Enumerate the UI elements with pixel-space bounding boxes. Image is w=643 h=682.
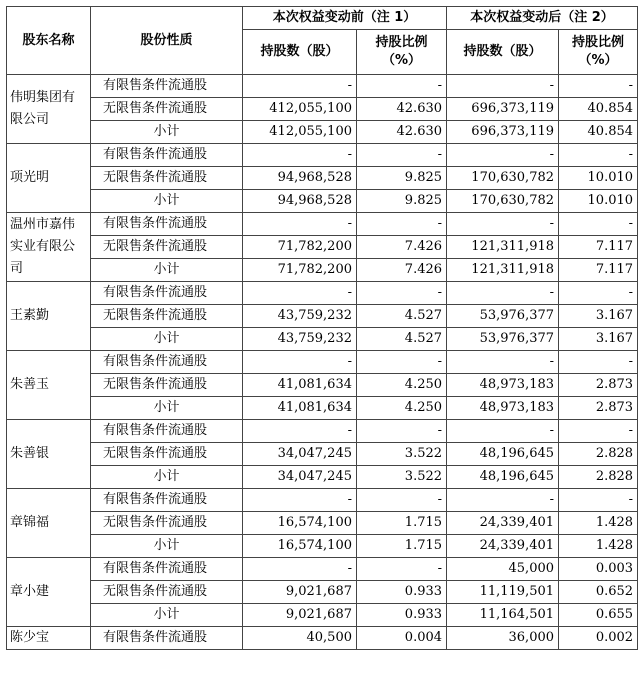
after-shares: - (447, 75, 559, 98)
share-nature: 有限售条件流通股 (91, 144, 243, 167)
table-row (7, 604, 638, 627)
table-row (7, 328, 638, 351)
shareholder-name: 章锦福 (7, 489, 91, 558)
before-ratio: 4.527 (357, 328, 447, 351)
before-ratio: 7.426 (357, 236, 447, 259)
after-ratio: 2.873 (559, 397, 638, 420)
table-row (7, 121, 638, 144)
before-ratio: 0.933 (357, 581, 447, 604)
shareholder-name: 朱善玉 (7, 351, 91, 420)
table-row (7, 443, 638, 466)
after-shares: 24,339,401 (447, 535, 559, 558)
before-ratio: - (357, 75, 447, 98)
table-body (7, 75, 638, 650)
table-row (7, 466, 638, 489)
after-shares: 11,164,501 (447, 604, 559, 627)
after-shares: 45,000 (447, 558, 559, 581)
before-ratio: 9.825 (357, 190, 447, 213)
after-shares: 24,339,401 (447, 512, 559, 535)
after-ratio: 40.854 (559, 121, 638, 144)
table-row (7, 75, 638, 98)
shareholder-name: 项光明 (7, 144, 91, 213)
header-nature: 股份性质 (91, 7, 243, 75)
header-after-shares: 持股数（股） (447, 30, 559, 75)
share-nature: 有限售条件流通股 (91, 420, 243, 443)
after-ratio: 2.828 (559, 466, 638, 489)
after-ratio: - (559, 489, 638, 512)
share-nature: 小计 (91, 190, 243, 213)
after-ratio: 1.428 (559, 512, 638, 535)
after-ratio: - (559, 213, 638, 236)
table-row (7, 351, 638, 374)
before-shares: - (243, 282, 357, 305)
table-row (7, 259, 638, 282)
shareholder-name: 陈少宝 (7, 627, 91, 650)
before-shares: 9,021,687 (243, 604, 357, 627)
after-shares: 121,311,918 (447, 259, 559, 282)
share-nature: 小计 (91, 121, 243, 144)
after-shares: 170,630,782 (447, 167, 559, 190)
table-row (7, 512, 638, 535)
share-nature: 有限售条件流通股 (91, 75, 243, 98)
before-shares: 34,047,245 (243, 443, 357, 466)
after-shares: 53,976,377 (447, 305, 559, 328)
table-row (7, 397, 638, 420)
before-ratio: 9.825 (357, 167, 447, 190)
after-shares: 170,630,782 (447, 190, 559, 213)
table-row (7, 535, 638, 558)
before-shares: 43,759,232 (243, 305, 357, 328)
share-nature: 小计 (91, 397, 243, 420)
after-shares: 11,119,501 (447, 581, 559, 604)
share-nature: 小计 (91, 259, 243, 282)
before-shares: 16,574,100 (243, 535, 357, 558)
before-shares: 43,759,232 (243, 328, 357, 351)
table-row (7, 190, 638, 213)
after-ratio: 10.010 (559, 167, 638, 190)
before-shares: - (243, 489, 357, 512)
after-ratio: 40.854 (559, 98, 638, 121)
table-row (7, 236, 638, 259)
before-ratio: - (357, 213, 447, 236)
before-shares: 94,968,528 (243, 190, 357, 213)
before-ratio: - (357, 144, 447, 167)
after-shares: - (447, 351, 559, 374)
share-nature: 有限售条件流通股 (91, 213, 243, 236)
after-ratio: - (559, 282, 638, 305)
share-nature: 小计 (91, 535, 243, 558)
after-shares: 48,196,645 (447, 443, 559, 466)
ratio-unit: （%） (578, 53, 618, 68)
share-nature: 小计 (91, 466, 243, 489)
share-nature: 小计 (91, 328, 243, 351)
after-ratio: 0.003 (559, 558, 638, 581)
shareholder-name: 伟明集团有限公司 (7, 75, 91, 144)
before-shares: 412,055,100 (243, 121, 357, 144)
after-ratio: 10.010 (559, 190, 638, 213)
ratio-label: 持股比例 (375, 35, 428, 50)
before-shares: 94,968,528 (243, 167, 357, 190)
after-ratio: 0.655 (559, 604, 638, 627)
before-shares: 71,782,200 (243, 259, 357, 282)
table-row (7, 167, 638, 190)
before-shares: - (243, 75, 357, 98)
before-shares: 412,055,100 (243, 98, 357, 121)
before-ratio: 42.630 (357, 121, 447, 144)
before-ratio: 42.630 (357, 98, 447, 121)
ratio-unit: （%） (381, 53, 422, 68)
after-shares: 696,373,119 (447, 121, 559, 144)
share-nature: 无限售条件流通股 (91, 374, 243, 397)
share-nature: 无限售条件流通股 (91, 581, 243, 604)
after-ratio: 2.828 (559, 443, 638, 466)
after-shares: - (447, 144, 559, 167)
after-ratio: 0.002 (559, 627, 638, 650)
share-nature: 无限售条件流通股 (91, 236, 243, 259)
share-nature: 无限售条件流通股 (91, 443, 243, 466)
ratio-label: 持股比例 (572, 35, 625, 50)
table-row (7, 305, 638, 328)
shareholding-table (6, 6, 638, 650)
table-row (7, 558, 638, 581)
table-row (7, 581, 638, 604)
table-row (7, 489, 638, 512)
before-shares: 16,574,100 (243, 512, 357, 535)
shareholder-name: 章小建 (7, 558, 91, 627)
after-ratio: - (559, 351, 638, 374)
after-shares: 696,373,119 (447, 98, 559, 121)
header-after: 本次权益变动后（注 2） (447, 7, 638, 30)
before-ratio: - (357, 351, 447, 374)
header-before: 本次权益变动前（注 1） (243, 7, 447, 30)
after-shares: - (447, 213, 559, 236)
share-nature: 有限售条件流通股 (91, 489, 243, 512)
before-shares: - (243, 558, 357, 581)
share-nature: 有限售条件流通股 (91, 351, 243, 374)
before-ratio: - (357, 558, 447, 581)
after-shares: 48,973,183 (447, 374, 559, 397)
shareholder-name: 朱善银 (7, 420, 91, 489)
after-ratio: - (559, 420, 638, 443)
before-ratio: 3.522 (357, 466, 447, 489)
after-shares: - (447, 489, 559, 512)
before-shares: 41,081,634 (243, 374, 357, 397)
share-nature: 无限售条件流通股 (91, 305, 243, 328)
before-ratio: 3.522 (357, 443, 447, 466)
after-shares: 36,000 (447, 627, 559, 650)
after-shares: 48,973,183 (447, 397, 559, 420)
table-row (7, 282, 638, 305)
before-ratio: 4.250 (357, 397, 447, 420)
after-ratio: 3.167 (559, 305, 638, 328)
before-shares: - (243, 144, 357, 167)
after-ratio: 7.117 (559, 236, 638, 259)
before-ratio: 4.527 (357, 305, 447, 328)
header-shareholder: 股东名称 (7, 7, 91, 75)
after-ratio: 2.873 (559, 374, 638, 397)
after-shares: - (447, 420, 559, 443)
header-after-ratio (559, 30, 638, 75)
after-ratio: - (559, 144, 638, 167)
share-nature: 无限售条件流通股 (91, 98, 243, 121)
before-ratio: - (357, 420, 447, 443)
header-before-ratio (357, 30, 447, 75)
before-shares: 34,047,245 (243, 466, 357, 489)
share-nature: 有限售条件流通股 (91, 558, 243, 581)
before-ratio: 0.933 (357, 604, 447, 627)
table-row (7, 98, 638, 121)
before-shares: - (243, 213, 357, 236)
after-shares: 48,196,645 (447, 466, 559, 489)
header-before-shares: 持股数（股） (243, 30, 357, 75)
before-ratio: - (357, 282, 447, 305)
table-row (7, 374, 638, 397)
before-shares: 71,782,200 (243, 236, 357, 259)
table-row (7, 420, 638, 443)
share-nature: 小计 (91, 604, 243, 627)
share-nature: 无限售条件流通股 (91, 167, 243, 190)
before-ratio: 0.004 (357, 627, 447, 650)
after-ratio: 3.167 (559, 328, 638, 351)
before-shares: - (243, 420, 357, 443)
after-shares: 53,976,377 (447, 328, 559, 351)
after-ratio: 7.117 (559, 259, 638, 282)
before-ratio: 7.426 (357, 259, 447, 282)
after-ratio: 1.428 (559, 535, 638, 558)
table-row (7, 627, 638, 650)
before-ratio: 1.715 (357, 512, 447, 535)
share-nature: 有限售条件流通股 (91, 627, 243, 650)
table-row (7, 213, 638, 236)
table-row (7, 144, 638, 167)
before-ratio: - (357, 489, 447, 512)
before-shares: 9,021,687 (243, 581, 357, 604)
shareholder-name: 温州市嘉伟实业有限公司 (7, 213, 91, 282)
share-nature: 无限售条件流通股 (91, 512, 243, 535)
after-ratio: 0.652 (559, 581, 638, 604)
before-shares: 40,500 (243, 627, 357, 650)
before-ratio: 4.250 (357, 374, 447, 397)
before-shares: 41,081,634 (243, 397, 357, 420)
before-shares: - (243, 351, 357, 374)
shareholder-name: 王素勤 (7, 282, 91, 351)
after-ratio: - (559, 75, 638, 98)
after-shares: - (447, 282, 559, 305)
share-nature: 有限售条件流通股 (91, 282, 243, 305)
after-shares: 121,311,918 (447, 236, 559, 259)
before-ratio: 1.715 (357, 535, 447, 558)
